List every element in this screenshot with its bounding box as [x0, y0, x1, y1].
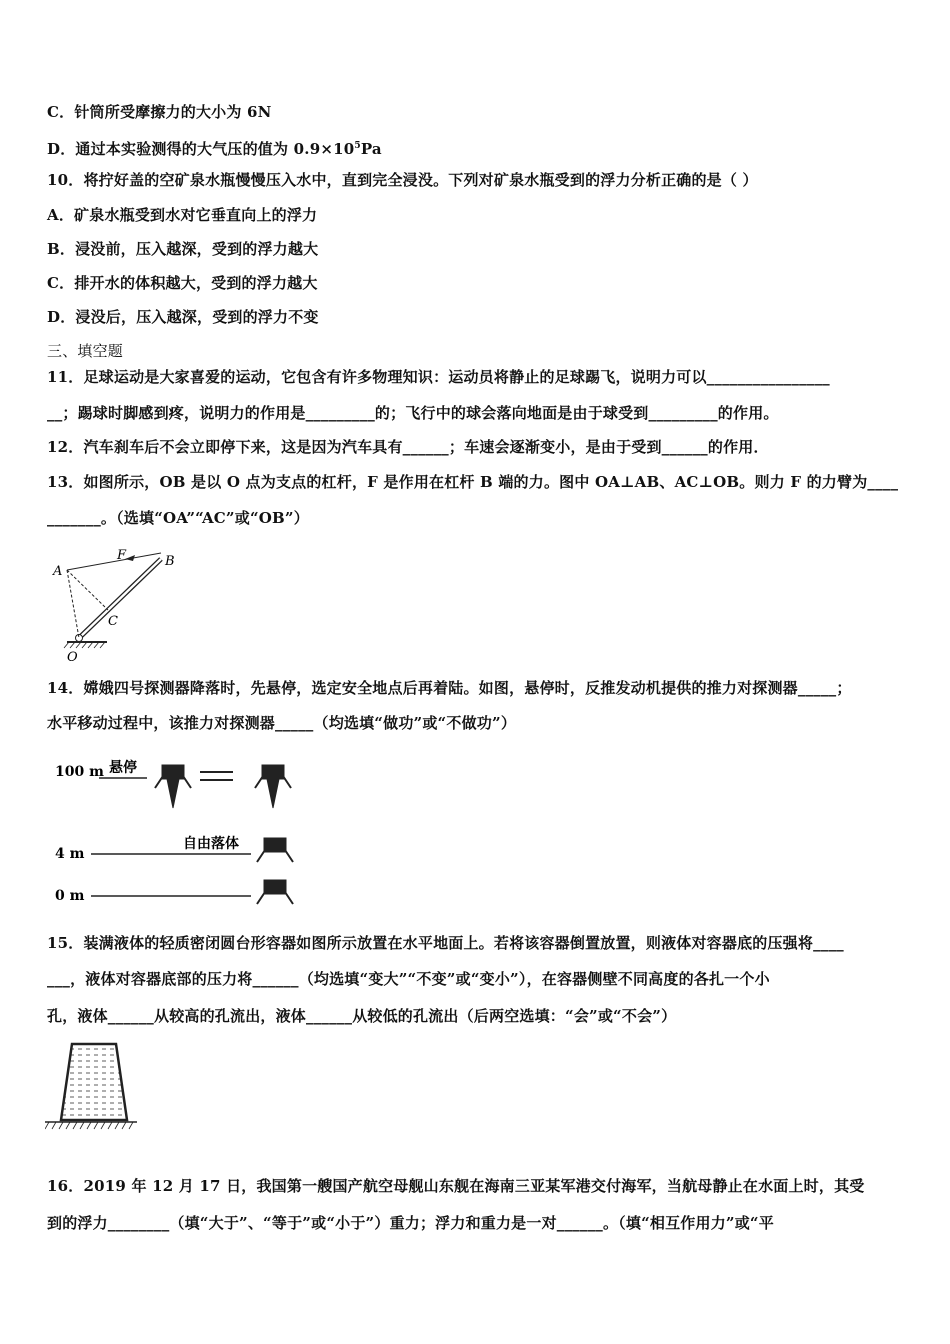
q14-line-2: 水平移动过程中，该推力对探测器_____（均选填“做功”或“不做功”）	[47, 714, 517, 732]
q11-line-2: __；踢球时脚感到疼，说明力的作用是_________的；飞行中的球会落向地面是由于球受到_________的作用。	[47, 404, 779, 422]
q10-option-a: A．矿泉水瓶受到水对它垂直向上的浮力	[47, 206, 318, 224]
q15-line-1: 15．装满液体的轻质密闭圆台形容器如图所示放置在水平地面上。若将该容器倒置放置，则液体对容器底的压强将____	[47, 934, 844, 952]
lander-icon	[257, 880, 293, 904]
hover-label: 悬停	[109, 760, 137, 776]
q12-text: 12．汽车刹车后不会立即停下来，这是因为汽车具有______；车速会逐渐变小，是由于受到______的作用．	[47, 438, 769, 456]
lever-label-c: C	[108, 614, 118, 629]
q10-stem: 10．将拧好盖的空矿泉水瓶慢慢压入水中，直到完全浸没。下列对矿泉水瓶受到的浮力分析正确的是（ ）	[47, 171, 758, 189]
lander-figure	[55, 750, 335, 920]
lever-label-b: B	[165, 554, 175, 569]
q10-option-c: C．排开水的体积越大，受到的浮力越大	[47, 274, 318, 292]
q16-line-1: 16．2019 年 12 月 17 日，我国第一艘国产航空母舰山东舰在海南三亚某军港交付海军，当航母静止在水面上时，其受	[47, 1177, 865, 1195]
q9-option-d	[47, 136, 382, 159]
lever-label-o: O	[67, 650, 78, 665]
freefall-label: 自由落体	[183, 836, 239, 852]
q15-line-2: ___，液体对容器底部的压力将______（均选填“变大”“不变”或“变小”），在容器侧壁不同高度的各扎一个小	[47, 970, 770, 988]
lander-icon	[155, 765, 191, 808]
lever-label-a: A	[53, 564, 63, 579]
q10-option-d: D．浸没后，压入越深，受到的浮力不变	[47, 308, 319, 326]
height-label-100m: 100 m	[55, 764, 104, 780]
q13-line-1: 13．如图所示，OB 是以 O 点为支点的杠杆，F 是作用在杠杆 B 端的力。图中 OA⊥AB、AC⊥OB。则力 F 的力臂为____	[47, 473, 899, 491]
q10-option-b: B．浸没前，压入越深，受到的浮力越大	[47, 240, 319, 258]
q16-line-2: 到的浮力________（填“大于”、“等于”或“小于”）重力；浮力和重力是一对______。（填“相互作用力”或“平	[47, 1214, 774, 1232]
container-figure	[45, 1040, 145, 1135]
q9-option-c: C．针筒所受摩擦力的大小为 6N	[47, 103, 272, 121]
q15-line-3: 孔，液体______从较高的孔流出，液体______从较低的孔流出（后两空选填：“会”或“不会”）	[47, 1007, 677, 1025]
q11-line-1: 11．足球运动是大家喜爱的运动，它包含有许多物理知识：运动员将静止的足球踢飞，说明力可以________________	[47, 368, 830, 386]
lever-label-f: F	[117, 548, 127, 563]
lander-icon	[255, 765, 291, 808]
q9-option-d-unit: Pa	[360, 140, 382, 158]
q9-option-d-exponent: 5	[354, 141, 361, 151]
section-title: 三、填空题	[47, 342, 124, 360]
q9-option-d-text: D．通过本实验测得的大气压的值为 0.9×10	[47, 140, 355, 158]
lever-figure	[45, 545, 195, 665]
q14-line-1: 14．嫦娥四号探测器降落时，先悬停，选定安全地点后再着陆。如图，悬停时，反推发动机提供的推力对探测器_____；	[47, 679, 852, 697]
lander-icon	[257, 838, 293, 862]
height-label-0m: 0 m	[55, 888, 85, 904]
height-label-4m: 4 m	[55, 846, 85, 862]
q13-line-2: _______。（选填“OA”“AC”或“OB”）	[47, 509, 309, 527]
